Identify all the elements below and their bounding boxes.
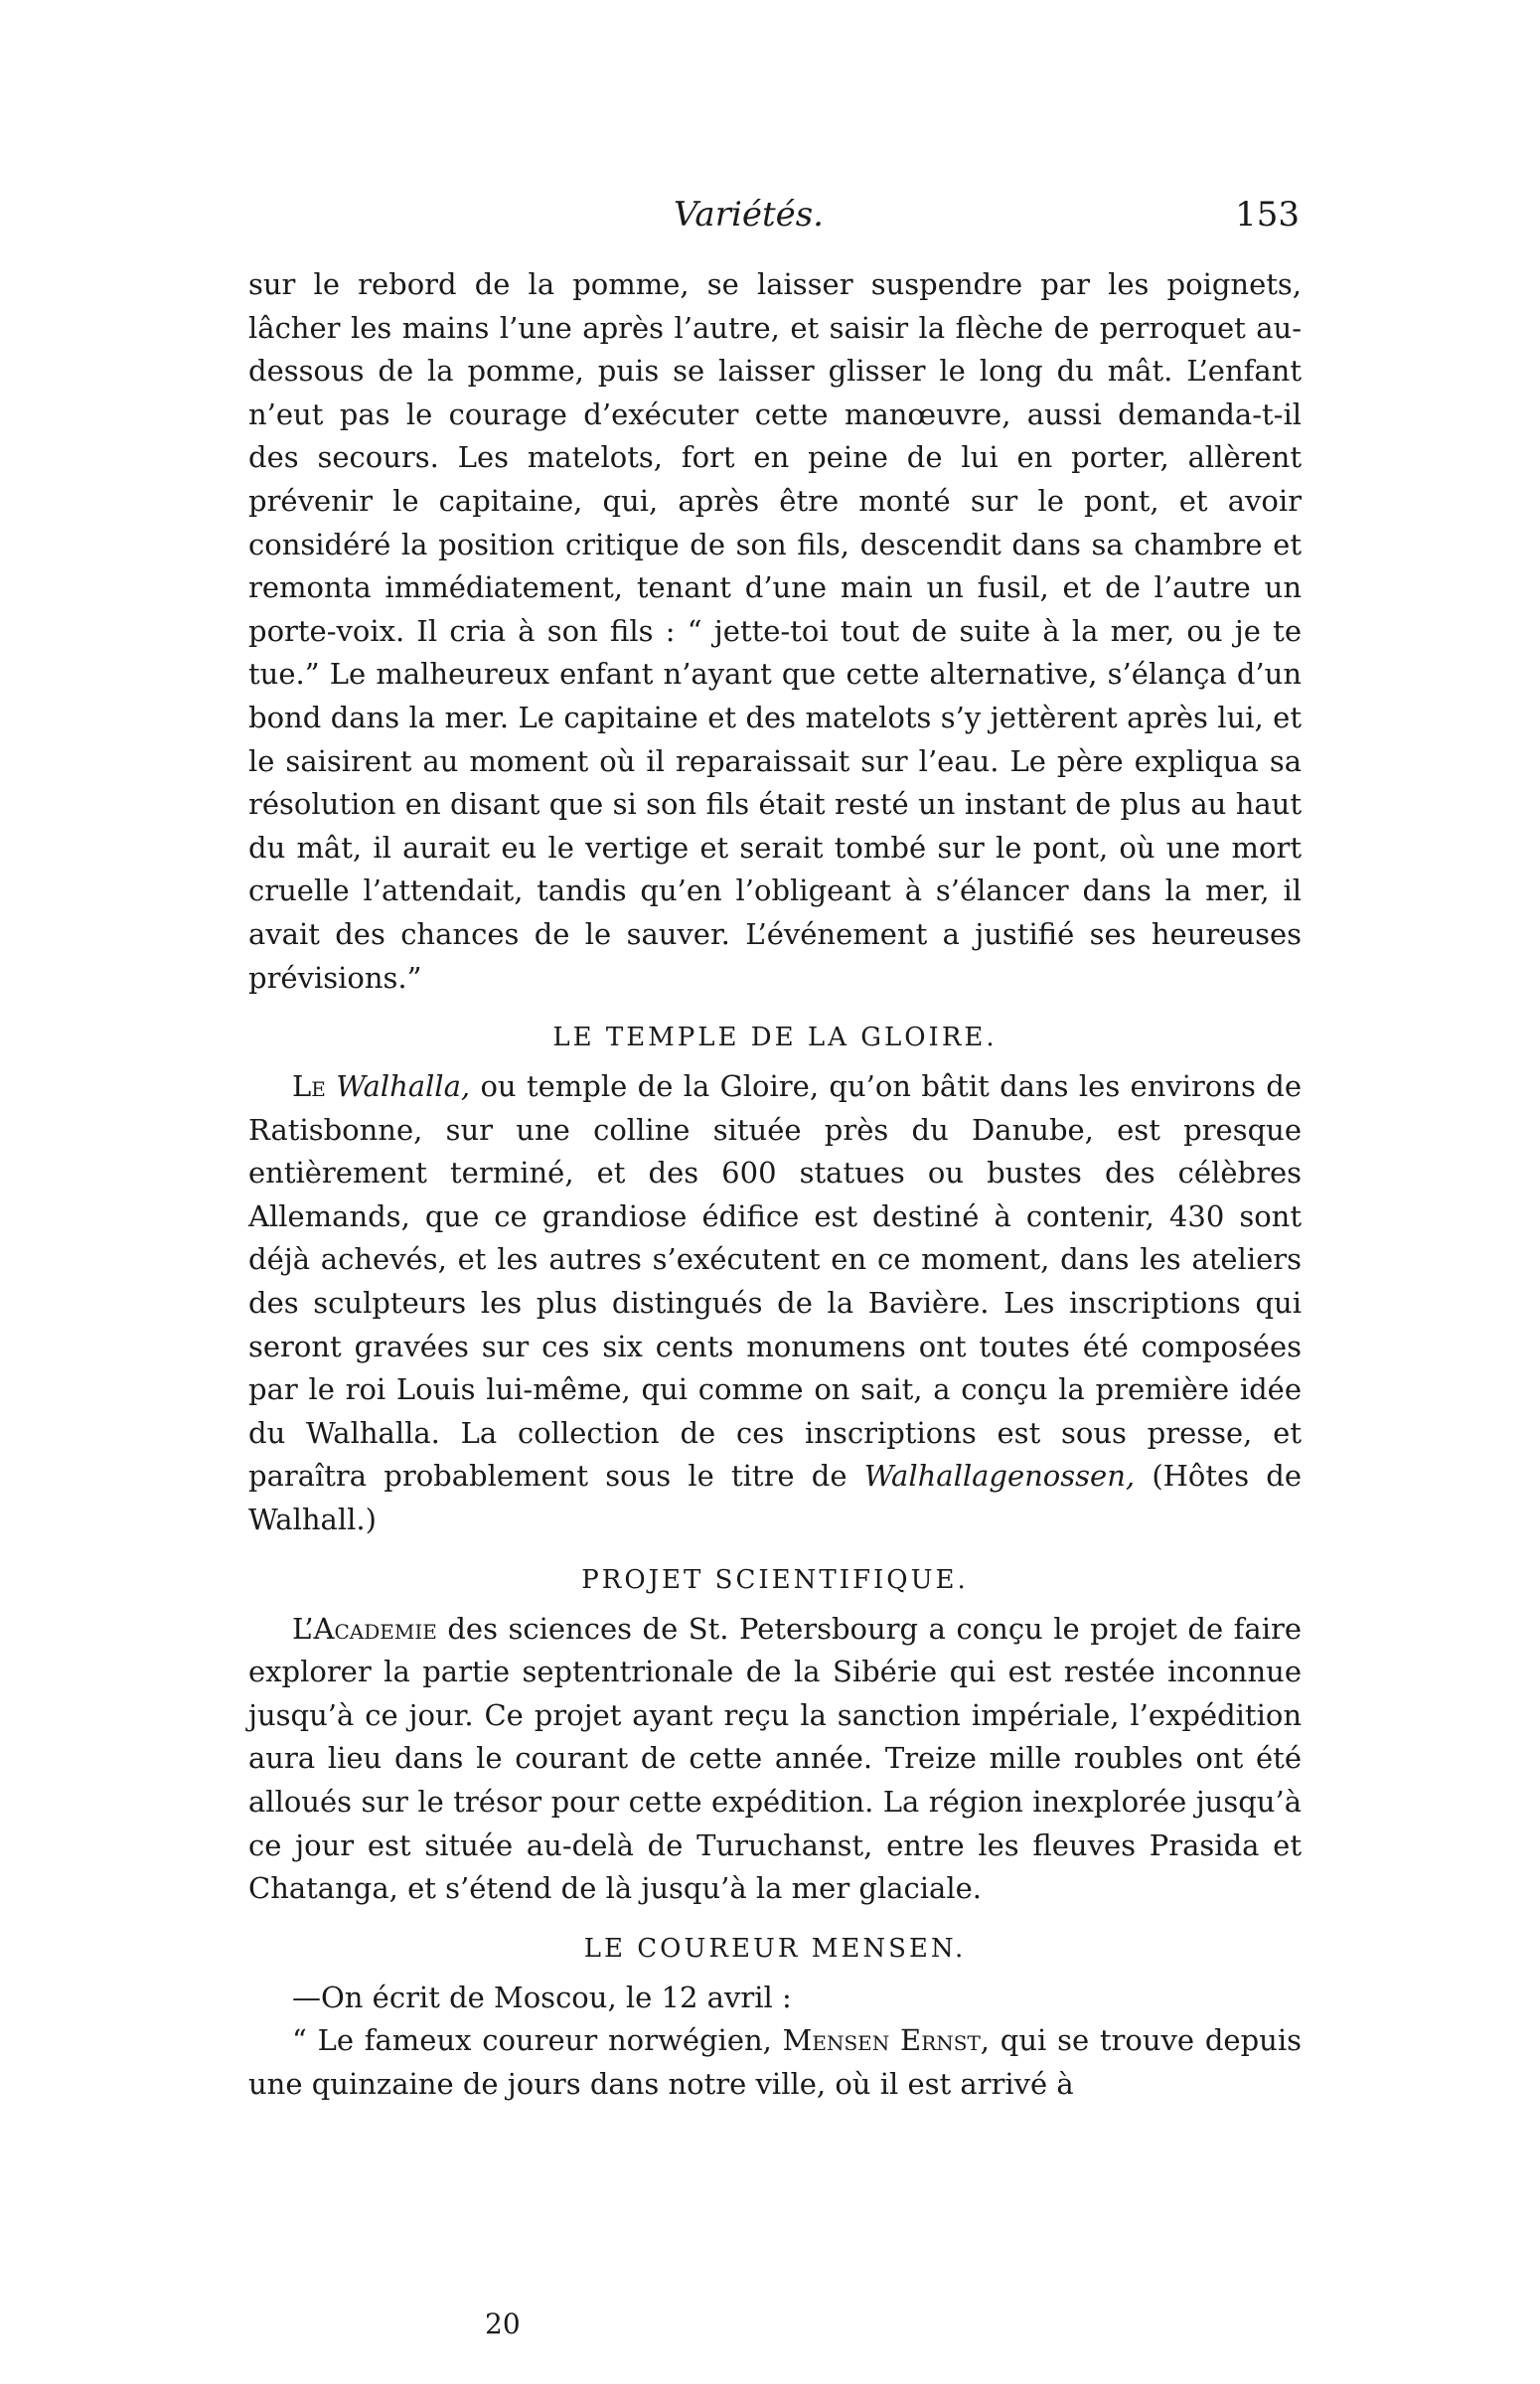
person-name: Mensen Ernst, (782, 2023, 991, 2058)
paragraph-text: “ Le fameux coureur norwégien, (292, 2023, 772, 2058)
paragraph-continuation: sur le rebord de la pomme, se laisser suspendre par les poignets, lâcher les mains l’une après l’autre, et saisir la flèche de perroquet au-dessous de la pomme, puis se laisser glisser le long du mât. L’enfant n’eut pas le courage d’exécuter cette manœuvre, aussi demanda-t-il des secours. Les matelots, fort en peine de lui en porter, allèrent prévenir le capitaine, qui, après être monté sur le pont, et avoir considéré la position critique de son fils, descendit dans sa chambre et remonta immédiatement, tenant d’une main un fusil, et de l’autre un porte-voix. Il cria à son fils : “ jette-toi tout de suite à la mer, ou je te tue.” Le malheureux enfant n’ayant que cette alternative, s’élança d’un bond dans la mer. Le capitaine et des matelots s’y jettèrent après lui, et le saisirent au moment où il reparaissait sur l’eau. Le père expliqua sa résolution en disant que si son fils était resté un instant de plus au haut du mât, il aurait eu le vertige et serait tombé sur le pont, où une mort cruelle l’attendait, tandis qu’en l’obligeant à s’élancer dans la mer, il avait des chances de le sauver. L’événement a justifié ses heureuses prévisions.” (248, 267, 1302, 995)
paragraph-text-end: qui se trouve depuis une quinzaine de jours dans notre ville, où il est arrivé à (248, 2023, 1302, 2101)
page-header (256, 195, 1300, 244)
printer-signature: 20 (485, 2307, 521, 2340)
section-title-coureur: LE COUREUR MENSEN. (583, 1933, 967, 1964)
paragraph-walhalla (248, 1065, 1302, 1542)
paragraph-dateline: —On écrit de Moscou, le 12 avril : (292, 1980, 792, 2014)
paragraph-end: (Hôtes de Walhall.) (248, 1459, 1303, 1537)
section-title-temple: LE TEMPLE DE LA GLOIRE. (552, 1023, 998, 1053)
paragraph-text: des sciences de St. Petersbourg a conçu le projet de faire explorer la partie septentrionale de la Sibérie qui est restée inconnue jusqu’à ce jour. Ce projet ayant reçu la sanction impériale, l’expédition aura lieu dans le courant de cette année. Treize mille roubles ont été alloués sur le trésor pour cette expédition. La région inexplorée jusqu’à ce jour est située au-delà de Turuchanst, entre les fleuves Prasida et Chatanga, et s’étend de là jusqu’à la mer glaciale. (248, 1611, 1303, 1906)
section-title-projet: PROJET SCIENTIFIQUE. (581, 1564, 969, 1595)
paragraph-coureur (248, 2019, 1302, 2106)
lead-word: Le (292, 1069, 326, 1104)
paragraph-projet (248, 1608, 1302, 1911)
lead-word: L’Academie (292, 1611, 437, 1646)
italic-title: Walhallagenossen, (863, 1459, 1136, 1494)
italic-term: Walhalla, (336, 1069, 471, 1104)
page-number: 153 (1235, 195, 1300, 235)
running-title: Variétés. (674, 195, 824, 235)
paragraph-text: ou temple de la Gloire, qu’on bâtit dans les environs de Ratisbonne, sur une colline située près du Danube, est presque entièrement terminé, et des 600 statues ou bustes des célèbres Allemands, que ce grandiose édifice est destiné à contenir, 430 sont déjà achevés, et les autres s’exécutent en ce moment, dans les ateliers des sculpteurs les plus distingués de la Bavière. Les inscriptions qui seront gravées sur ces six cents monumens ont toutes été composées par le roi Louis lui-même, qui comme on sait, a conçu la première idée du Walhalla. La collection de ces inscriptions est sous presse, et paraîtra probablement sous le titre de (248, 1069, 1303, 1494)
body-text (248, 263, 1302, 2107)
